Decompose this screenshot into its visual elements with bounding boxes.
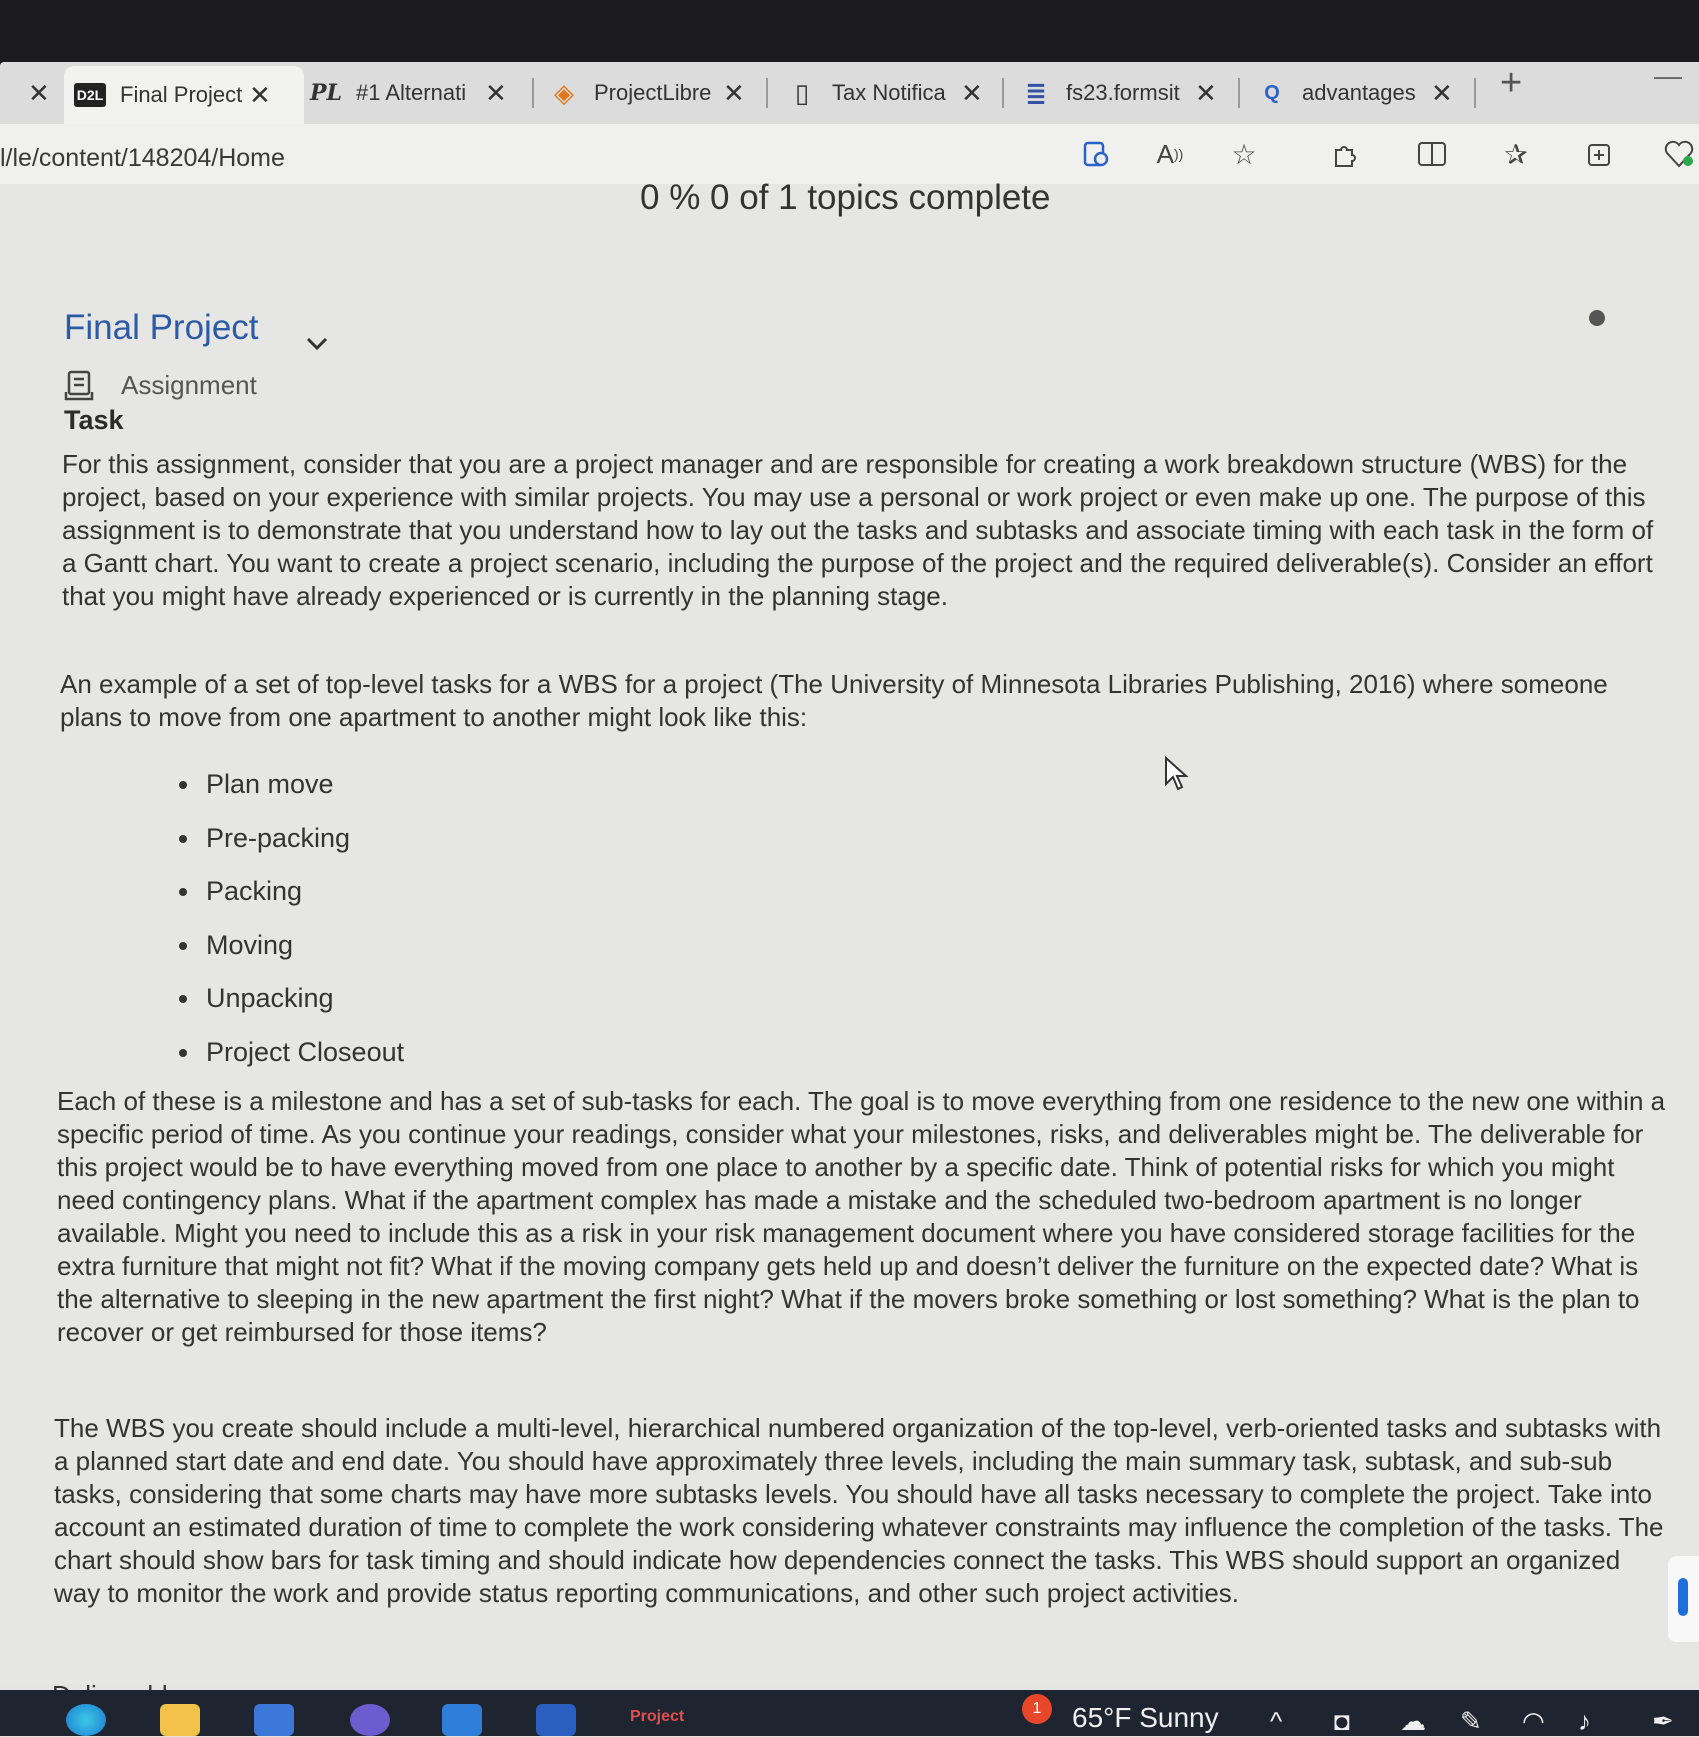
word-icon[interactable] [536, 1704, 576, 1736]
edge-browser-icon[interactable] [66, 1704, 106, 1736]
tab-label: ProjectLibre [594, 80, 712, 105]
tab-fs23-formsit[interactable] [1020, 70, 1240, 116]
project-taskbar-label[interactable]: Project [630, 1708, 685, 1725]
pen-icon[interactable]: ✒ [1652, 1706, 1674, 1736]
tab-label: #1 Alternati [356, 80, 467, 105]
wifi-icon[interactable]: ◠ [1522, 1706, 1545, 1736]
collections-icon[interactable] [1580, 134, 1620, 174]
favorite-star-icon[interactable]: ☆ [1231, 138, 1257, 170]
task-heading: Task [64, 405, 124, 435]
assignment-type-label: Assignment [121, 370, 257, 400]
url-text[interactable]: l/le/content/148204/Home [0, 144, 285, 172]
tab-hidden-close[interactable] [14, 70, 50, 116]
tab-separator [766, 78, 768, 108]
close-icon[interactable]: ✕ [1195, 77, 1217, 108]
list-item: • Unpacking [202, 972, 404, 1026]
weather-widget[interactable]: 65°F Sunny [1072, 1702, 1219, 1733]
top-level-task-list [170, 758, 404, 1079]
tab-final-project[interactable] [64, 66, 304, 124]
tab-label: Tax Notifica [832, 80, 946, 105]
instructions-paragraph-2: An example of a set of top-level tasks for a WBS for a project (The University of Minnesota Libraries Publishing, 2016) where someone plans to move from one apartment to another might look like this: [60, 669, 1608, 732]
close-icon[interactable]: ✕ [1431, 77, 1453, 108]
d2l-icon: D2L [74, 83, 106, 107]
split-screen-icon[interactable] [1412, 134, 1452, 174]
sidebar-toggle[interactable] [1668, 1556, 1699, 1642]
mouse-cursor-icon [1164, 756, 1190, 792]
tab-label: fs23.formsit [1066, 80, 1180, 105]
browser-essentials-icon[interactable] [1659, 134, 1699, 174]
instructions-paragraph-3: Each of these is a milestone and has a set of sub-tasks for each. The goal is to move everything from one residence to the new one within a specific period of time. As you continue your readings, consider what your milestones, risks, and deliverables might be. The deliverable for this project would be to have everything moved from one place to another by a specific date. Think of potential risks for which you might need contingency plans. What if the apartment complex has made a mistake and the scheduled two-bedroom apartment is no longer available. Might you need to include this as a risk in your risk management document where you have considered storage facilities for the extra furniture that might not fit? What if the moving company gets held up and doesn’t deliver the furniture on the expected date? What is the alternative to sleeping in the new apartment the first night? What if the movers broke something or lost something? What is the plan to recover or get reimbursed for those items? [57, 1086, 1666, 1347]
mail-icon[interactable] [442, 1704, 482, 1736]
list-item: • Plan move [202, 758, 404, 812]
pen-tray-icon[interactable]: ✎ [1460, 1706, 1482, 1736]
camera-icon[interactable]: ◘ [1334, 1706, 1350, 1736]
document-icon: ▯ [794, 77, 810, 108]
minimize-button[interactable]: — [1654, 60, 1682, 91]
forms-icon: ≣ [1025, 77, 1047, 108]
pl-icon: PL [310, 80, 343, 106]
tab-separator [532, 78, 534, 108]
extensions-icon[interactable] [1324, 134, 1364, 174]
close-icon[interactable]: ✕ [961, 77, 983, 108]
list-item: • Project Closeout [202, 1026, 404, 1080]
close-icon[interactable]: ✕ [249, 79, 271, 110]
cloud-icon[interactable]: ☁ [1400, 1706, 1426, 1736]
tab-separator [1002, 78, 1004, 108]
app-available-icon[interactable] [1076, 134, 1116, 174]
store-icon[interactable] [254, 1704, 294, 1736]
instructions-paragraph-4: The WBS you create should include a multi-level, hierarchical numbered organization of the top-level, verb-oriented tasks and subtasks with a planned start date and end date. You should have approximately three levels, including the main summary task, subtask, and sub-sub tasks, considering that some charts may have more subtasks levels. You should have all tasks necessary to complete the project. Take into account an estimated duration of time to complete the work considering whatever constraints may influence the completion of the tasks. The chart should show bars for task timing and should indicate how dependencies connect the tasks. This WBS should support an organized way to monitor the work and provide status reporting communications, and other such project activities. [54, 1413, 1664, 1608]
page-title[interactable]: Final Project [64, 308, 259, 347]
chevron-up-icon[interactable]: ^ [1270, 1706, 1283, 1736]
projectlibre-icon: ◈ [554, 77, 574, 108]
teams-icon[interactable] [350, 1704, 390, 1736]
close-icon[interactable]: ✕ [723, 77, 745, 108]
close-icon[interactable]: ✕ [28, 77, 50, 108]
favorites-list-icon[interactable]: ✰ [1504, 138, 1528, 170]
new-tab-button[interactable]: + [1500, 62, 1523, 104]
volume-icon[interactable]: ♪ [1578, 1706, 1591, 1736]
tab-tax-notifica[interactable] [786, 70, 1006, 116]
file-explorer-icon[interactable] [160, 1704, 200, 1736]
tab-separator [1474, 78, 1476, 108]
list-item: • Pre-packing [202, 812, 404, 866]
chevron-down-icon[interactable] [306, 332, 328, 354]
tab-projectlibre[interactable] [548, 70, 768, 116]
read-aloud-icon[interactable]: A )) [1156, 138, 1184, 169]
tab-label: advantages [1302, 80, 1416, 105]
tab-separator [1238, 78, 1240, 108]
tab-label: Final Project [120, 82, 243, 107]
list-item: • Packing [202, 865, 404, 919]
notification-badge: 1 [1022, 1694, 1052, 1724]
status-dot [1589, 310, 1605, 326]
list-item: • Moving [202, 919, 404, 973]
close-icon[interactable]: ✕ [485, 77, 507, 108]
tab-advantages[interactable] [1256, 70, 1476, 116]
tab-alternati[interactable] [310, 70, 520, 116]
instructions-paragraph-1: For this assignment, consider that you are a project manager and are responsible for creating a work breakdown structure (WBS) for the project, based on your experience with similar projects. You may use a personal or work project or even make up one. The purpose of this assignment is to demonstrate that you understand how to lay out the tasks and subtasks and associate timing with each task in the form of a Gantt chart. You want to create a project scenario, including the purpose of the project and the required deliverable(s). Consider an effort that you might have already experienced or is currently in the planning stage. [62, 449, 1654, 611]
assignment-icon [64, 370, 94, 402]
progress-text: 0 % 0 of 1 topics complete [640, 178, 1051, 217]
search-icon: Q [1264, 81, 1280, 104]
screen-bezel [0, 0, 1699, 66]
